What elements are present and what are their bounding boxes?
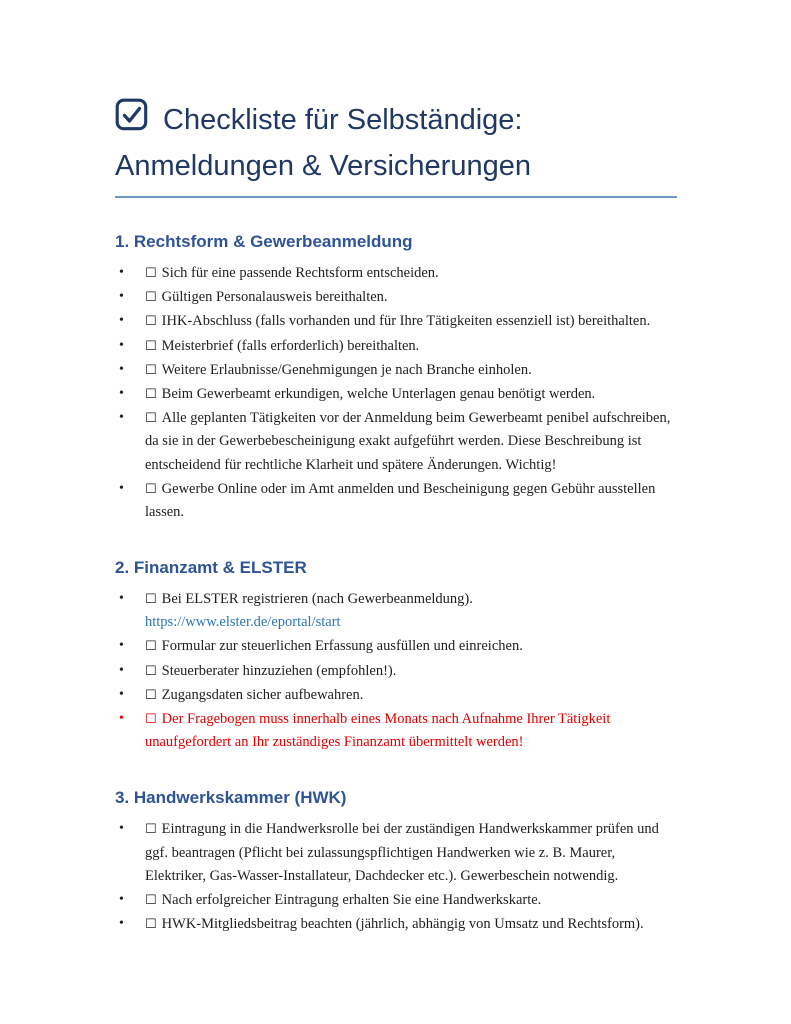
checklist-item [115, 383, 677, 406]
item-text: Nach erfolgreicher Eintragung erhalten Sie eine Handwerkskarte. [161, 891, 542, 908]
checklist-item [115, 262, 677, 285]
checkbox-icon: ☐ [145, 663, 157, 679]
item-body [145, 818, 677, 888]
checkbox-icon: ☐ [145, 639, 157, 655]
item-text: IHK-Abschluss (falls vorhanden und für Ihre Tätigkeiten essenziell ist) bereithalten. [161, 313, 651, 330]
checklist-item [115, 684, 677, 707]
bullet-marker: • [119, 662, 124, 678]
item-body [145, 889, 677, 912]
checklist [115, 588, 677, 754]
item-body [145, 407, 677, 477]
item-link[interactable]: https://www.elster.de/eportal/start [145, 614, 341, 631]
item-body [145, 660, 677, 683]
checkbox-icon: ☐ [145, 592, 157, 608]
checklist-section [115, 558, 677, 754]
checkbox-icon: ☐ [145, 338, 157, 354]
item-body [145, 383, 677, 406]
checklist-section [115, 232, 677, 524]
checkbox-icon: ☐ [145, 266, 157, 281]
checkbox-icon: ☐ [145, 917, 157, 933]
bullet-marker: • [119, 638, 124, 654]
item-text: Gewerbe Online oder im Amt anmelden und Bescheinigung gegen Gebühr ausstellen lassen. [145, 480, 656, 520]
checklist-item [115, 635, 677, 658]
item-body [145, 478, 677, 524]
bullet-marker: • [119, 686, 124, 702]
item-body [145, 684, 677, 707]
bullet-marker: • [119, 821, 124, 837]
checklist-item [115, 478, 677, 524]
item-body [145, 913, 677, 936]
bullet-marker: • [119, 265, 124, 280]
page-title-text-2: Anmeldungen & Versicherungen [115, 150, 531, 182]
checkbox-icon: ☐ [145, 290, 157, 306]
item-text: Weitere Erlaubnisse/Genehmigungen je nach Branche einholen. [161, 361, 532, 378]
item-text: Alle geplanten Tätigkeiten vor der Anmeldung beim Gewerbeamt penibel aufschreiben, da sie in der Gewerbebescheinigung exakt aufgeführt werden. Diese Beschreibung ist entscheidend für rechtliche Klarheit und spätere Änderungen. Wichtig! [145, 410, 671, 473]
checked-checkbox-icon [115, 98, 149, 145]
checklist-item [115, 588, 677, 634]
checkbox-icon: ☐ [145, 822, 157, 838]
item-text: Eintragung in die Handwerksrolle bei der zuständigen Handwerkskammer prüfen und ggf. beantragen (Pflicht bei zulassungspflichtigen Handwerken wie z. B. Maurer, Elektriker, Gas-Wasser-Installateur, Dachdecker etc.). Gewerbeschein notwendig. [145, 821, 659, 884]
bullet-marker: • [119, 916, 124, 932]
checklist [115, 262, 677, 524]
item-text: Sich für eine passende Rechtsform entscheiden. [161, 265, 439, 281]
checklist [115, 818, 677, 936]
item-body [145, 635, 677, 658]
item-text: Formular zur steuerlichen Erfassung ausfüllen und einreichen. [161, 638, 523, 655]
checklist-item [115, 335, 677, 358]
section-heading: 1. Rechtsform & Gewerbeanmeldung [115, 232, 413, 251]
bullet-marker: • [119, 313, 124, 329]
page-title [115, 96, 677, 188]
checkbox-icon: ☐ [145, 314, 157, 330]
checklist-item [115, 913, 677, 936]
item-body [145, 359, 677, 382]
title-divider [115, 196, 677, 198]
item-text: Gültigen Personalausweis bereithalten. [161, 289, 388, 306]
item-text: Bei ELSTER registrieren (nach Gewerbeanmeldung). [161, 591, 473, 608]
checklist-item [115, 708, 677, 754]
checklist-sections [115, 232, 677, 936]
checklist-item [115, 407, 677, 477]
checklist-item [115, 286, 677, 309]
bullet-marker: • [119, 591, 124, 607]
checkbox-icon: ☐ [145, 411, 157, 427]
checkbox-icon: ☐ [145, 481, 157, 497]
section-heading: 3. Handwerkskammer (HWK) [115, 788, 347, 808]
item-body [145, 335, 677, 358]
checklist-item [115, 818, 677, 888]
bullet-marker: • [119, 480, 124, 496]
item-body [145, 286, 677, 309]
checklist-item [115, 660, 677, 683]
item-text: Zugangsdaten sicher aufbewahren. [161, 686, 364, 703]
item-body [145, 708, 677, 754]
checklist-item [115, 310, 677, 333]
checkbox-icon: ☐ [145, 892, 157, 908]
item-body [145, 310, 677, 333]
bullet-marker: • [119, 711, 124, 726]
item-text: HWK-Mitgliedsbeitrag beachten (jährlich, abhängig von Umsatz und Rechtsform). [161, 916, 644, 933]
item-text: Meisterbrief (falls erforderlich) bereithalten. [161, 337, 420, 354]
checkbox-icon: ☐ [145, 362, 157, 378]
bullet-marker: • [119, 385, 124, 401]
bullet-marker: • [119, 891, 124, 907]
item-text: Beim Gewerbeamt erkundigen, welche Unterlagen genau benötigt werden. [161, 385, 596, 402]
checklist-section [115, 788, 677, 936]
checkbox-icon: ☐ [145, 386, 157, 402]
page-title-line1 [115, 96, 677, 145]
bullet-marker: • [119, 337, 124, 353]
item-text: Der Fragebogen muss innerhalb eines Monats nach Aufnahme Ihrer Tätigkeit unaufgefordert an Ihr zuständiges Finanzamt übermittelt werden! [145, 711, 611, 751]
page-title-text-1: Checkliste für Selbständige: [163, 104, 523, 136]
item-body [145, 588, 677, 634]
checkbox-icon: ☐ [145, 712, 157, 727]
bullet-marker: • [119, 361, 124, 377]
bullet-marker: • [119, 289, 124, 305]
checklist-item [115, 889, 677, 912]
checklist-item [115, 359, 677, 382]
item-body [145, 262, 677, 285]
bullet-marker: • [119, 410, 124, 426]
item-text: Steuerberater hinzuziehen (empfohlen!). [161, 662, 397, 679]
section-heading: 2. Finanzamt & ELSTER [115, 558, 307, 578]
checkbox-icon: ☐ [145, 687, 157, 703]
